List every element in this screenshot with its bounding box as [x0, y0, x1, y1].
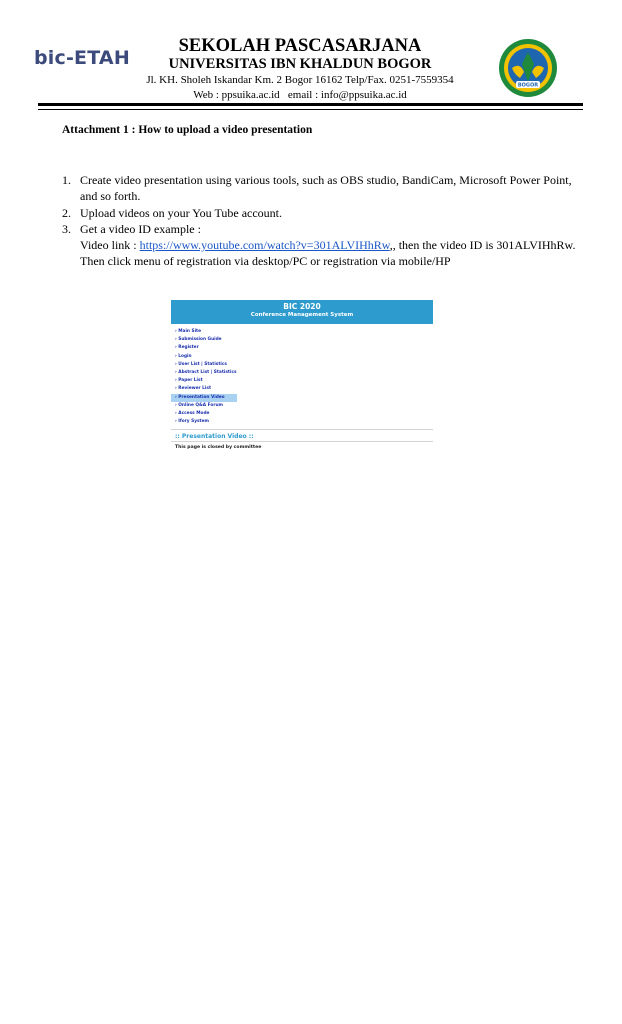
step-item [62, 221, 587, 270]
video-id-text: ,, then the video ID is 301ALVIHhRw. [389, 238, 576, 253]
menu-item-login[interactable]: › Login [175, 353, 192, 359]
letterhead-address: Jl. KH. Sholeh Iskandar Km. 2 Bogor 16162 Telp/Fax. 0251-7559354 [146, 74, 454, 86]
video-link-line [80, 237, 587, 253]
logo-text: bic-ETAH [34, 47, 130, 69]
menu-item-ifory-system[interactable]: › Ifory System [175, 419, 210, 425]
menu-item-main-site[interactable]: › Main Site [175, 329, 202, 334]
menu-item-online-qa-forum[interactable]: › Online Q&A Forum [175, 402, 223, 408]
step-number: 2. [62, 205, 71, 220]
step-text: Upload videos on your You Tube account. [80, 205, 283, 220]
step-text: Get a video ID example : [80, 221, 201, 236]
video-link-prefix: Video link : [80, 238, 140, 253]
step-item [62, 172, 587, 205]
menu-item-abstract-list[interactable]: › Abstract List | Statistics [175, 369, 237, 375]
steps-list [62, 172, 587, 270]
step-number: 1. [62, 173, 71, 187]
letterhead-web: Web : ppsuika.ac.id email : info@ppsuika.ac.id [193, 89, 407, 101]
menu-item-access-mode[interactable]: › Access Mode [175, 410, 210, 416]
letterhead-title: SEKOLAH PASCASARJANA [178, 36, 422, 56]
cms-divider [171, 429, 433, 430]
cms-screenshot [171, 300, 433, 452]
step-text: Create video presentation using various tools, such as OBS studio, BandiCam, Microsoft Power Point, and so forth. [80, 173, 572, 204]
menu-item-presentation-video[interactable]: › Presentation Video [171, 394, 237, 402]
cms-banner-subtitle: Conference Management System [250, 312, 354, 318]
bic-etah-logo [34, 47, 130, 69]
cms-banner [171, 300, 433, 324]
letterhead-subtitle: UNIVERSITAS IBN KHALDUN BOGOR [168, 56, 432, 72]
step-number: 3. [62, 221, 71, 236]
university-emblem-icon [498, 38, 558, 98]
cms-banner-title: BIC 2020 [283, 302, 321, 311]
cms-section-heading: :: Presentation Video :: [175, 433, 254, 441]
menu-item-submission-guide[interactable]: › Submission Guide [175, 337, 222, 343]
cms-closed-note: This page is closed by committee [175, 445, 262, 451]
header-rule-thin [38, 109, 583, 110]
attachment-title: Attachment 1 : How to upload a video presentation [62, 124, 313, 136]
step-item [62, 205, 587, 221]
menu-item-register[interactable]: › Register [175, 345, 199, 351]
menu-item-user-list[interactable]: › User List | Statistics [175, 361, 227, 367]
header-rule-thick [38, 103, 583, 106]
menu-item-reviewer-list[interactable]: › Reviewer List [175, 386, 211, 392]
svg-text:BOGOR: BOGOR [517, 82, 539, 89]
cms-menu [171, 328, 433, 426]
letterhead [120, 36, 480, 102]
cms-divider [171, 441, 433, 442]
video-link[interactable]: https://www.youtube.com/watch?v=301ALVIHhRw [139, 238, 390, 253]
then-text: Then click menu of registration via desktop/PC or registration via mobile/HP [80, 254, 451, 269]
menu-item-paper-list[interactable]: › Paper List [175, 378, 203, 384]
